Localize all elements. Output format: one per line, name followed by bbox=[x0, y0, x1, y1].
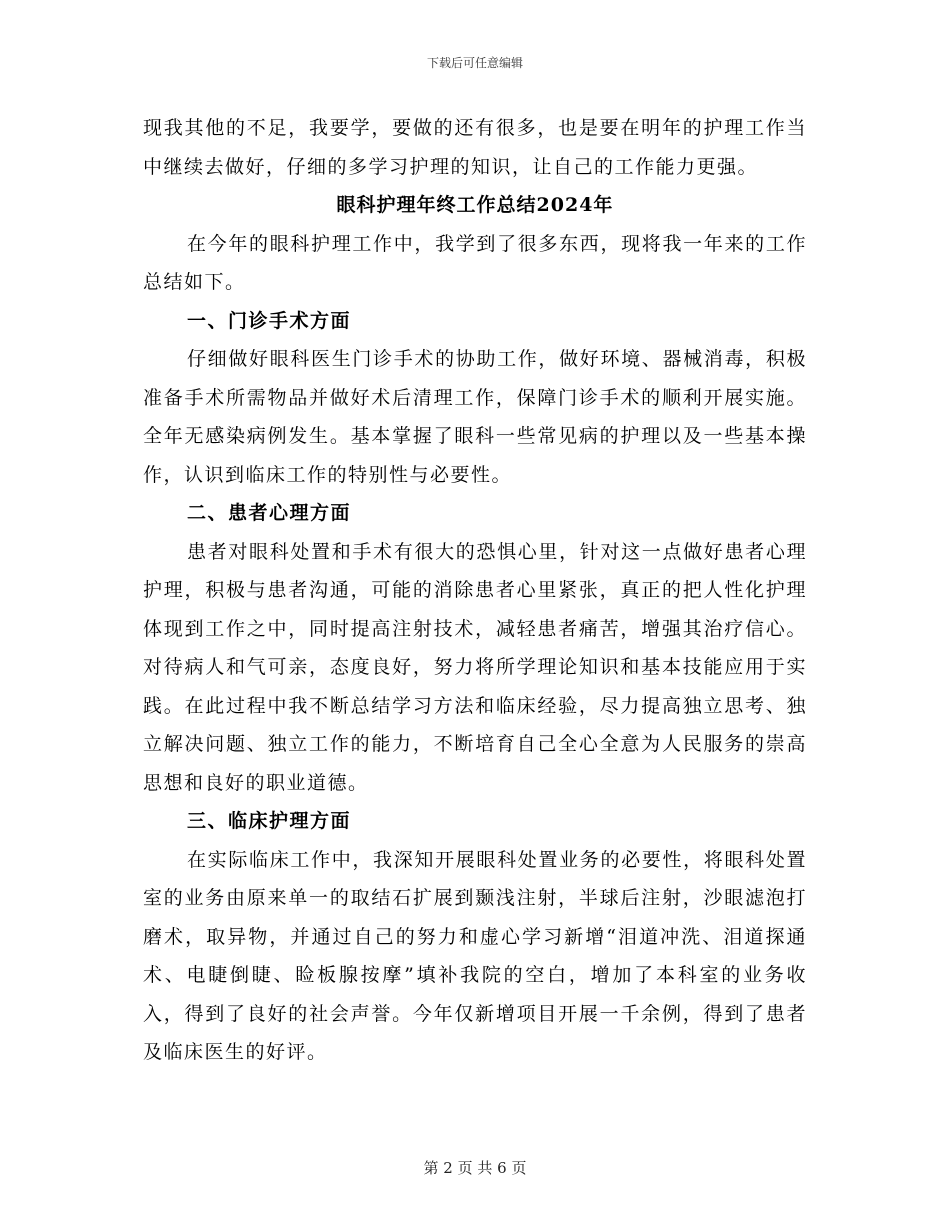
section-heading-clinical-nursing: 三、临床护理方面 bbox=[187, 810, 352, 832]
section-paragraph-patient-psychology: 患者对眼科处置和手术有很大的恐惧心里，针对这一点做好患者心理护理，积极与患者沟通，可能的消除患者心里紧张，真正的把人性化护理体现到工作之中，同时提高注射技术，减轻患者痛苦，增强其治疗信心。对待病人和气可亲，态度良好，努力将所学理论知识和基本技能应用于实践。在此过程中我不断总结学习方法和临床经验，尽力提高独立思考、独立解决问题、独立工作的能力，不断培育自己全心全意为人民服务的崇高思想和良好的职业道德。 bbox=[143, 540, 807, 794]
section-heading-patient-psychology: 二、患者心理方面 bbox=[187, 502, 352, 524]
document-title: 眼科护理年终工作总结2024年 bbox=[336, 194, 614, 216]
document-body bbox=[143, 109, 807, 1072]
page-header-note: 下载后可任意编辑 bbox=[426, 56, 523, 70]
page-number-footer: 第 2 页 共 6 页 bbox=[423, 1159, 527, 1177]
section-paragraph-clinical-nursing: 在实际临床工作中，我深知开展眼科处置业务的必要性，将眼科处置室的业务由原来单一的取结石扩展到颞浅注射，半球后注射，沙眼滤泡打磨术，取异物，并通过自己的努力和虚心学习新增“泪道冲洗、泪道探通术、电睫倒睫、睑板腺按摩”填补我院的空白，增加了本科室的业务收入，得到了良好的社会声誉。今年仅新增项目开展一千余例，得到了患者及临床医生的好评。 bbox=[143, 848, 807, 1063]
intro-paragraph: 在今年的眼科护理工作中，我学到了很多东西，现将我一年来的工作总结如下。 bbox=[143, 232, 807, 293]
section-heading-outpatient-surgery: 一、门诊手术方面 bbox=[187, 309, 352, 332]
continuation-paragraph: 现我其他的不足，我要学，要做的还有很多，也是要在明年的护理工作当中继续去做好，仔细的多学习护理的知识，让自己的工作能力更强。 bbox=[143, 117, 807, 178]
section-paragraph-outpatient-surgery: 仔细做好眼科医生门诊手术的协助工作，做好环境、器械消毒，积极准备手术所需物品并做好术后清理工作，保障门诊手术的顺利开展实施。全年无感染病例发生。基本掌握了眼科一些常见病的护理以及一些基本操作，认识到临床工作的特别性与必要性。 bbox=[143, 348, 807, 486]
